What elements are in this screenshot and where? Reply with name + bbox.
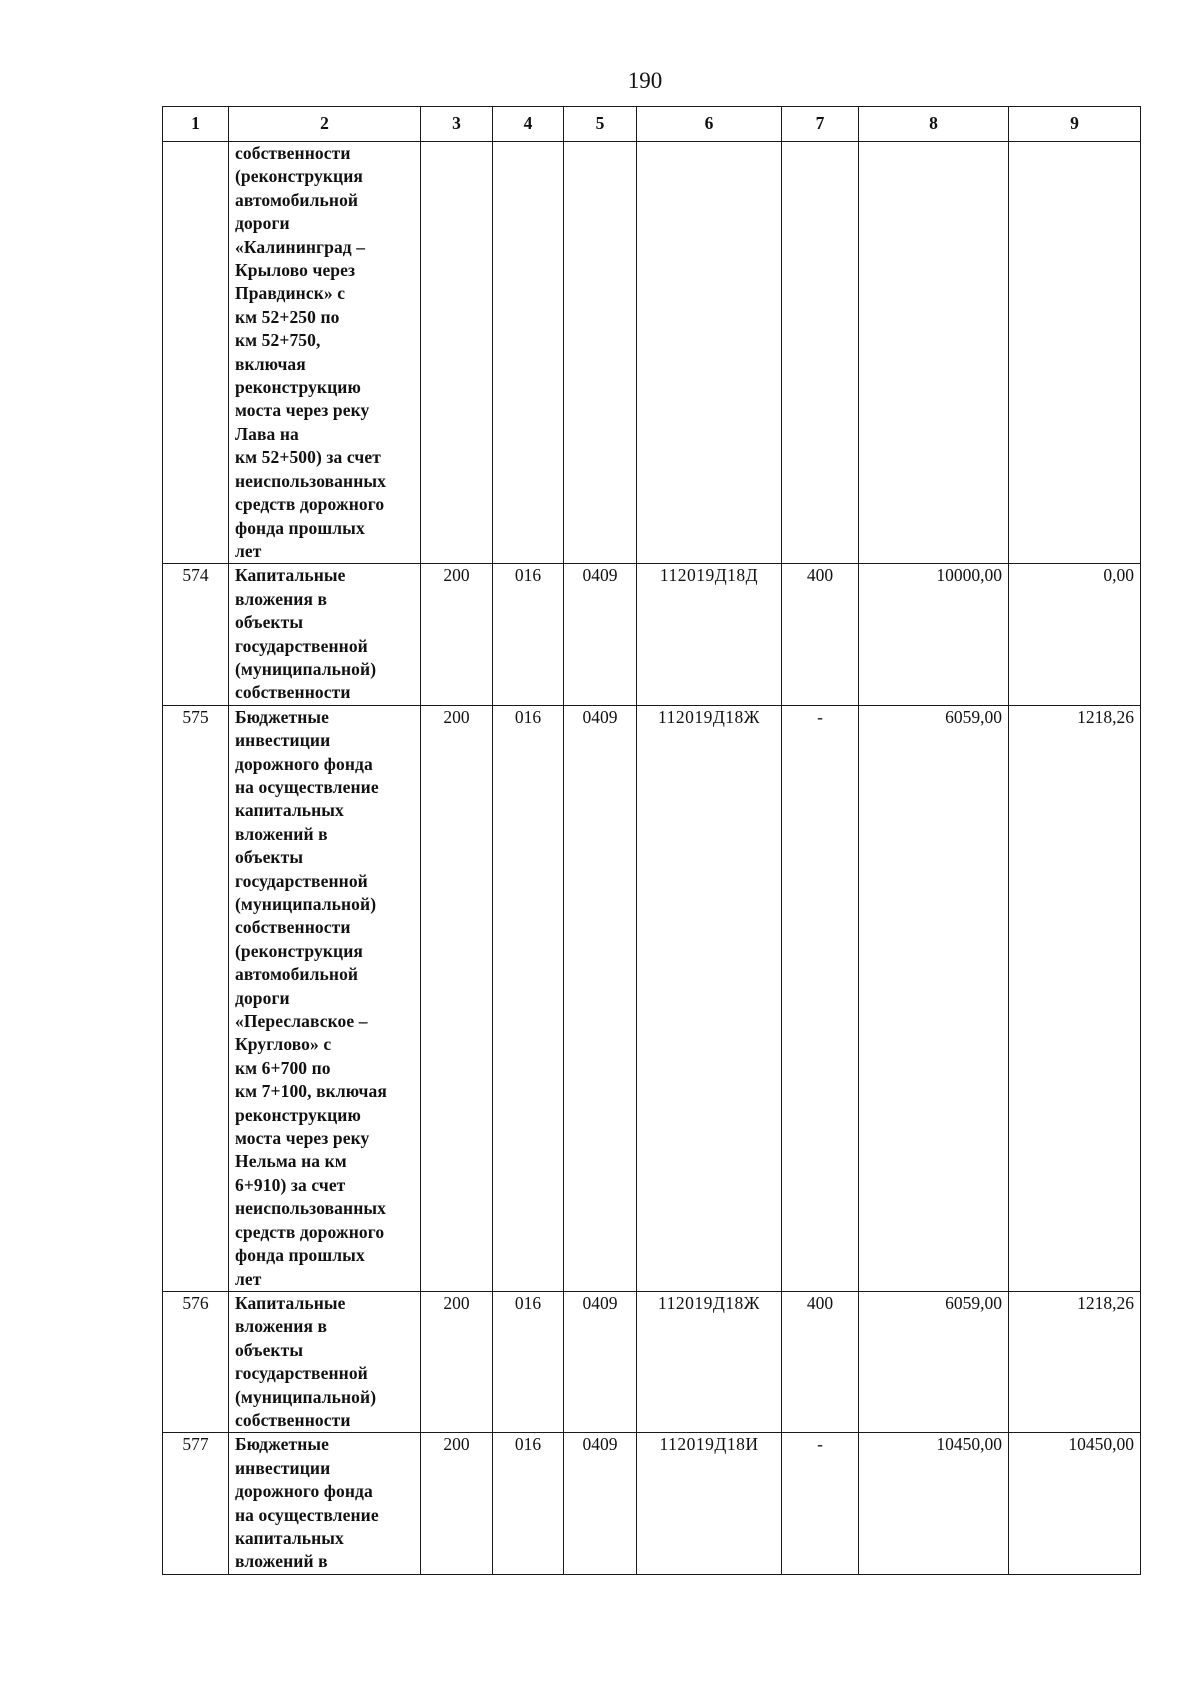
ministry-code-cell [493, 142, 564, 564]
item-name-line: неиспользованных [235, 470, 386, 491]
amount-cell-2: 0,00 [1009, 564, 1141, 705]
item-name-line: собственности [235, 917, 351, 938]
item-name-line: средств дорожного [235, 494, 385, 515]
row-number-cell: 576 [163, 1291, 229, 1432]
item-name-line: фонда прошлых [235, 517, 365, 538]
item-name-line: реконструкцию [235, 377, 361, 398]
column-header: 6 [637, 107, 782, 142]
item-name-line: включая [235, 353, 306, 374]
item-name-line: км 52+250 по [235, 306, 340, 327]
row-number-cell: 577 [163, 1433, 229, 1574]
item-name-line: моста через реку [235, 1128, 370, 1149]
row-number-cell [163, 142, 229, 564]
section-code-cell: 0409 [564, 1291, 637, 1432]
section-code-cell [564, 142, 637, 564]
column-header: 8 [859, 107, 1009, 142]
admin-code-cell: 200 [421, 1291, 493, 1432]
item-name-line: государственной [235, 635, 368, 656]
column-header: 4 [493, 107, 564, 142]
item-name-cell [229, 1433, 421, 1574]
item-name-cell [229, 564, 421, 705]
amount-cell-2: 10450,00 [1009, 1433, 1141, 1574]
column-header: 5 [564, 107, 637, 142]
expense-type-cell: - [782, 705, 859, 1291]
item-name-line: Правдинск» с [235, 283, 346, 304]
target-article-cell: 112019Д18И [637, 1433, 782, 1574]
ministry-code-cell: 016 [493, 705, 564, 1291]
item-name-line: собственности [235, 1409, 351, 1430]
target-article-cell: 112019Д18Д [637, 564, 782, 705]
table-body [163, 142, 1141, 1575]
target-article-cell: 112019Д18Ж [637, 705, 782, 1291]
amount-cell-2: 1218,26 [1009, 705, 1141, 1291]
ministry-code-cell: 016 [493, 1433, 564, 1574]
amount-cell: 10000,00 [859, 564, 1009, 705]
item-name-line: капитальных [235, 800, 344, 821]
item-name-line: Капитальные [235, 565, 346, 586]
item-name-line: вложения в [235, 588, 328, 609]
item-name-line: дороги [235, 213, 290, 234]
item-name-line: неиспользованных [235, 1198, 386, 1219]
item-name-line: дорожного фонда [235, 753, 373, 774]
item-name-line: Круглово» с [235, 1034, 332, 1055]
item-name-line: км 6+700 по [235, 1057, 331, 1078]
item-name-line: реконструкцию [235, 1104, 361, 1125]
item-name-line: средств дорожного [235, 1221, 385, 1242]
item-name-cell [229, 705, 421, 1291]
expense-type-cell: 400 [782, 564, 859, 705]
amount-cell-2: 1218,26 [1009, 1291, 1141, 1432]
expense-type-cell [782, 142, 859, 564]
item-name-line: инвестиции [235, 1457, 331, 1478]
admin-code-cell: 200 [421, 705, 493, 1291]
target-article-cell: 112019Д18Ж [637, 1291, 782, 1432]
item-name-line: км 7+100, включая [235, 1081, 387, 1102]
item-name-line: Крылово через [235, 260, 356, 281]
expense-type-cell: - [782, 1433, 859, 1574]
item-name-line: на осуществление [235, 1504, 379, 1525]
item-name-line: лет [235, 540, 262, 561]
item-name-line: вложения в [235, 1316, 328, 1337]
admin-code-cell: 200 [421, 564, 493, 705]
item-name-line: (муниципальной) [235, 658, 377, 679]
table-row [163, 142, 1141, 564]
column-header: 3 [421, 107, 493, 142]
amount-cell [859, 142, 1009, 564]
item-name-line: «Переславское – [235, 1011, 368, 1032]
column-header: 9 [1009, 107, 1141, 142]
target-article-cell [637, 142, 782, 564]
item-name-cell [229, 142, 421, 564]
item-name-line: автомобильной [235, 189, 359, 210]
amount-cell: 10450,00 [859, 1433, 1009, 1574]
item-name-line: фонда прошлых [235, 1245, 365, 1266]
column-header: 2 [229, 107, 421, 142]
amount-cell: 6059,00 [859, 705, 1009, 1291]
item-name-line: моста через реку [235, 400, 370, 421]
item-name-line: лет [235, 1268, 262, 1289]
amount-cell: 6059,00 [859, 1291, 1009, 1432]
item-name-line: «Калининград – [235, 236, 366, 257]
item-name-line: Бюджетные [235, 1434, 330, 1455]
row-number-cell: 575 [163, 705, 229, 1291]
budget-table [162, 106, 1141, 1575]
section-code-cell: 0409 [564, 1433, 637, 1574]
item-name-line: собственности [235, 682, 351, 703]
column-header: 1 [163, 107, 229, 142]
item-name-line: объекты [235, 1339, 304, 1360]
table-row [163, 564, 1141, 705]
item-name-line: 6+910) за счет [235, 1174, 346, 1195]
item-name-line: инвестиции [235, 730, 331, 751]
item-name-line: объекты [235, 847, 304, 868]
item-name-line: вложений в [235, 823, 328, 844]
item-name-line: (реконструкция [235, 166, 363, 187]
item-name-line: дороги [235, 987, 290, 1008]
table-row [163, 1433, 1141, 1574]
item-name-line: Нельма на км [235, 1151, 347, 1172]
section-code-cell: 0409 [564, 705, 637, 1291]
item-name-line: Капитальные [235, 1292, 346, 1313]
expense-type-cell: 400 [782, 1291, 859, 1432]
item-name-line: км 52+500) за счет [235, 447, 381, 468]
table-row [163, 1291, 1141, 1432]
item-name-line: капитальных [235, 1527, 344, 1548]
item-name-line: км 52+750, [235, 330, 321, 351]
item-name-line: дорожного фонда [235, 1481, 373, 1502]
item-name-line: Бюджетные [235, 706, 330, 727]
admin-code-cell [421, 142, 493, 564]
item-name-line: вложений в [235, 1551, 328, 1572]
item-name-line: государственной [235, 1363, 368, 1384]
header-row [163, 107, 1141, 142]
item-name-line: (муниципальной) [235, 894, 377, 914]
item-name-cell [229, 1291, 421, 1432]
amount-cell-2 [1009, 142, 1141, 564]
page-number: 190 [627, 68, 663, 93]
ministry-code-cell: 016 [493, 1291, 564, 1432]
table-header [163, 107, 1141, 142]
item-name-line: (реконструкция [235, 940, 363, 961]
item-name-line: собственности [235, 143, 351, 163]
table-row [163, 705, 1141, 1291]
admin-code-cell: 200 [421, 1433, 493, 1574]
item-name-line: объекты [235, 612, 304, 633]
item-name-line: Лава на [235, 423, 299, 444]
column-header: 7 [782, 107, 859, 142]
section-code-cell: 0409 [564, 564, 637, 705]
ministry-code-cell: 016 [493, 564, 564, 705]
item-name-line: государственной [235, 870, 368, 891]
item-name-line: автомобильной [235, 964, 359, 985]
item-name-line: (муниципальной) [235, 1386, 377, 1407]
row-number-cell: 574 [163, 564, 229, 705]
item-name-line: на осуществление [235, 776, 379, 797]
